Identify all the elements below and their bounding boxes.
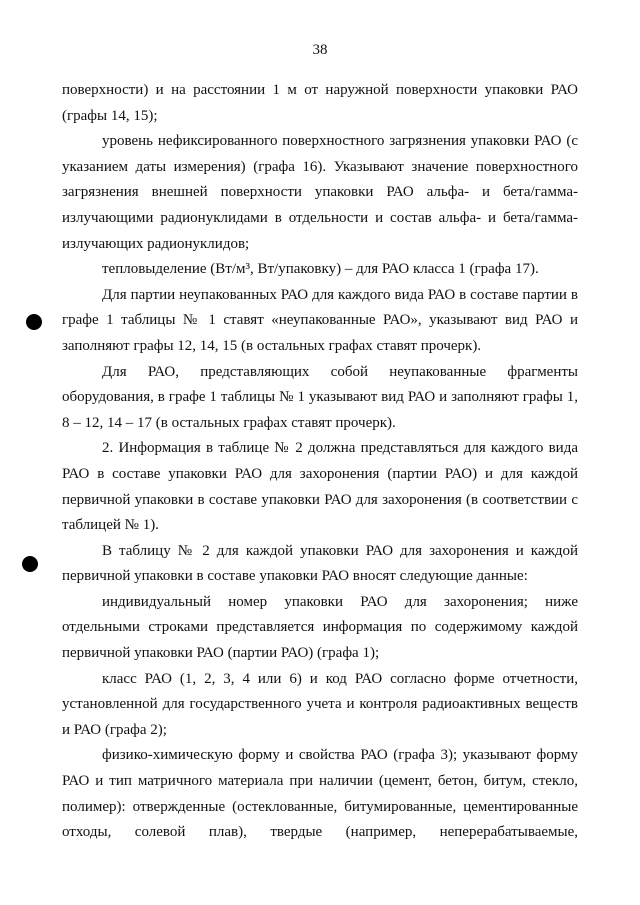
- paragraph-individual-number: индивидуальный номер упаковки РАО для захоронения; ниже отдельными строками представляется информация по содержимому каждой первичной упаковки РАО (партии РАО) (графа 1);: [62, 593, 578, 662]
- paragraph-unpacked-batch: Для партии неупакованных РАО для каждого вида РАО в составе партии в графе 1 таблицы № 1 ставят «неупакованные РАО», указывают вид РАО и заполняют графы 12, 14, 15 (в остальных графах ставят прочерк).: [62, 286, 578, 354]
- punch-hole-upper: [26, 314, 42, 330]
- paragraph-table-2-entries: В таблицу № 2 для каждой упаковки РАО для захоронения и каждой первичной упаковки в составе упаковки РАО вносят следующие данные:: [62, 542, 578, 585]
- paragraph-unpacked-fragments: Для РАО, представляющих собой неупакованные фрагменты оборудования, в графе 1 таблицы № 1 указывают вид РАО и заполняют графы 1, 8 – 12, 14 – 17 (в остальных графах ставят прочерк).: [62, 363, 578, 431]
- paragraph-physicochemical-form: физико-химическую форму и свойства РАО (графа 3); указывают форму РАО и тип матричного материала при наличии (цемент, бетон, битум, стекло, полимер): отвержденные (остеклованные, битумированные, цементированные отходы, солевой плав), твердые (например, неперерабатываемые,: [62, 747, 578, 841]
- paragraph-contamination-level: уровень нефиксированного поверхностного загрязнения упаковки РАО (с указанием даты измерения) (графа 16). Указывают значение поверхностного загрязнения внешней поверхности упаковки РАО альфа- и бета/гамма-излучающими радионуклидами в отдельности и состав альфа- и бета/гамма-излучающих радионуклидов;: [62, 133, 578, 252]
- paragraph-table-2-info: 2. Информация в таблице № 2 должна представляться для каждого вида РАО в составе упаковки РАО для захоронения (партии РАО) и для каждой первичной упаковки в составе упаковки РАО для захоронения (в соответствии с таблицей № 1).: [62, 440, 578, 534]
- paragraph-heat-release: тепловыделение (Вт/м³, Вт/упаковку) – для РАО класса 1 (графа 17).: [102, 261, 539, 278]
- paragraph-continuation: поверхности) и на расстоянии 1 м от наружной поверхности упаковки РАО (графы 14, 15);: [62, 82, 578, 124]
- document-body: [62, 78, 578, 846]
- paragraph-rao-class: класс РАО (1, 2, 3, 4 или 6) и код РАО согласно форме отчетности, установленной для государственного учета и контроля радиоактивных веществ и РАО (графа 2);: [62, 670, 578, 738]
- punch-hole-lower: [22, 556, 38, 572]
- page-number: 38: [312, 42, 328, 58]
